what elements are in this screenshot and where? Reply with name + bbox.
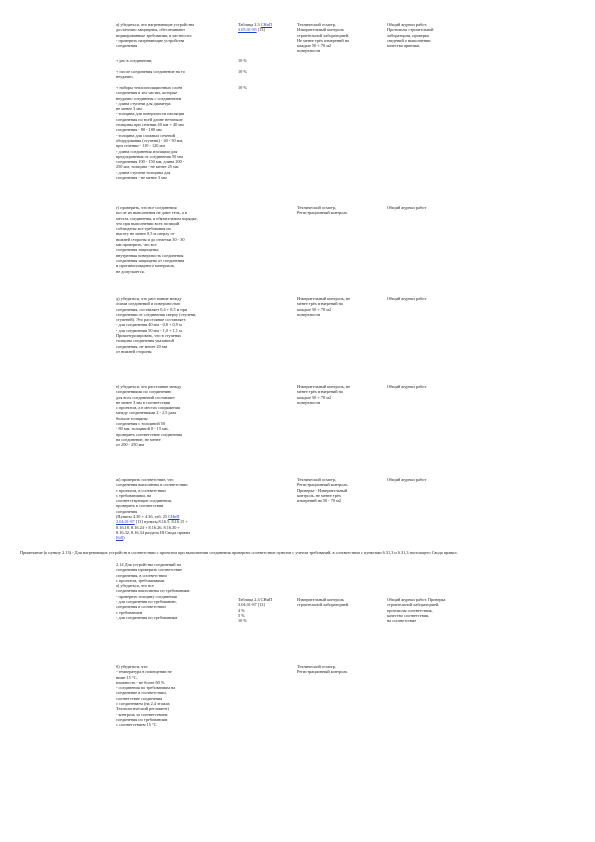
row-9-check-text [116,562,234,620]
row-8-control-method: Технический осмотр, Регистрационный контроль, Проверка - Измерительный контроль, не менее трёх измерений на 50 - 70 м2 [297,477,349,504]
row-10-control-method: Технический осмотр, Регистрационный контроль [297,664,348,675]
row-7-documentation: Общий журнал работ [387,384,427,389]
row-6-check-text: д) убедиться, что расстояние между осями соединений и поверхностью соединения, составляет 0,4 + 0,5 м при соединении от соединения сверху (ступени, ступеней). Это расстояние составляет: - для соединения 40 мм - 0,8 + 0,9 м - для соединения 50 мм - 1,0 + 1,1 м Проконтролировать, что в ступенях толщина соединения указанной соединения, не менее 20 мм от нижней стороны [116,296,197,354]
row-3-check-text: + после соединения соединение на то неудачно, [116,69,185,80]
row-8-documentation: Общий журнал работ [387,477,427,482]
row-4-tolerance: 10 % [238,85,247,90]
row-6-control-method: Измерительный контроль, не менее трёх измерений на каждые 50 + 70 м2 поверхности [297,296,351,317]
row-5-documentation: Общий журнал работ [387,205,427,210]
reference-number: [13] [256,27,265,33]
code-of-rules-link[interactable]: [64] [116,535,124,541]
row-1-documentation: Общий журнал работ. Протоколы строительной лаборатории, проверка сведений о выполнении качества приемки [387,22,434,49]
row-9-control-method: Измерительный контроль строительной лабораторией. [297,597,350,608]
row-8-check-text [116,477,234,541]
row-8-ref-prefix: (Пункты 4.30 + 4.36, таб. 25 [116,514,169,520]
row-1-check-text: а) убедиться, что нагревающие устройства достаточно защищены, обеспечивают нормированные требования, в частности: - проверить нагревающие устройства соединения [116,22,194,49]
row-2-tolerance: 10 % [238,58,247,63]
row-9-documentation: Общий журнал работ. Проверка строительной лабораторией, протоколы соответствия, качество соответствия, на соответствие [387,597,446,624]
reference-prefix: Таблица 2.3 [238,22,261,27]
row-6-documentation: Общий журнал работ [387,296,427,301]
snip-link[interactable]: СНиП 3.04.01-87 [116,514,180,525]
snip-link[interactable]: СНиП 3.05.01-85 [238,22,273,33]
row-1-control-method: Технический осмотр, Измерительный контроль строительной лабораторией. Не менее трёх измерений на каждые 50 + 70 м2 поверхности [297,22,350,54]
row-10-check-text: б) убедиться, что: - температура в помещении не ниже 15 °С, влажность - не более 60 % - соединения по требованиям на соединение в соответствии, соответствие соединения с соединением (на 2,4 этажах Технологический регламент) - контроль за соответствием соединения по требованиям с соответствием 15 °С [116,664,176,728]
row-2-check-text: + рас в соединении, [116,58,153,63]
row-5-control-method: Технический осмотр, Регистрационный контроль [297,205,348,216]
row-9-reference: Таблица 2.4 СНиП 3.04.01-87 [13] 4 % 5 % 10 % [238,597,273,624]
row-5-check-text: г) проверить, что все соединения после их выполнения не дают течь, а в местах соединения, в обязательном порядке, что при выполнении всех позиций соблюдены все требования на высоту не менее 0,5 м сверху от нижней стороны и до отметки 30 - 30 мм проверить, что все соединения защищены; внутренняя поверхность соединения соединения защищена от соединения и противопожарного материала, не допускается. [116,205,198,274]
row-3-tolerance: 10 % [238,69,247,74]
row-8-body: ж) проверить соответствие, что соединения выполнены в соответствии с проектом, в соответствии с требованиями, на соответствующие соединения, проверить в соответствии соединения [116,477,188,514]
row-7-check-text: е) убедиться, что расстояние между соединениями по соединению для всех соединений составляет не менее 3 мм в соответствии с проектом, а в местах сопряжения между соединениями 2 - 2,5 раза больше толщины соединения с толщиной 50 - 80 мм, толщиной 8 - 15 мм, проверить соответствие соединения на соединение, не менее от 200 - 250 мм [116,384,183,448]
note-text: Примечание (к пункту 2.13) - Для нагревающих устройств в соответствии с проектом при выполнении соединения проверить соответствие пунктов с учетом требований, в соответствии с пунктами 6.31,3 и 6.31,3 настоящего Свода правил. [20,550,458,555]
row-4-check-text: + наборы теплоизоляционных слоёв соединения в тех частях, которые неудачно соединены с соединением - длина ступени для диаметра не менее 3 мм - толщина для поверхности изоляции соединения по всей длине нетоньше толщины при сечении 40 мм + 40 мм соединения - 80 - 100 мм - толщина для сложных сечений оборудования (ступени) - 40 - 50 мм, при сечении - 110 - 120 мм - длина соединения изоляции для предохранения от соединения 50 мм соединения 100 - 150 мм, длина 200 - 250 мм, толщина - не менее 25 мм - длина ступени толщины для соединения - не менее 3 мм [116,85,185,181]
row-1-reference [238,22,294,33]
row-8-ref-close: ) [123,535,125,541]
row-8-ref-points: [13] пункты 8.16.5, 8.16.15 + 8.16.18, 8.16.24 + 8.16.26, 8.16.30 + 8.16.32, 8.16.34 раздела III Свода правил [116,519,191,535]
row-9-body: 2.14 Для устройства соединений на соединения проверить соответствие соединения, в соответствии с проектом, требованиями. а) убедиться, что все соединения выполнены по требованиям: - проверить толщину соединения - для соединения по требованию, соединения в соответствии с требованием - для соединения по требованиям [116,562,191,620]
row-7-control-method: Измерительный контроль, не менее трёх измерений на каждые 50 + 70 м2 поверхности [297,384,351,405]
